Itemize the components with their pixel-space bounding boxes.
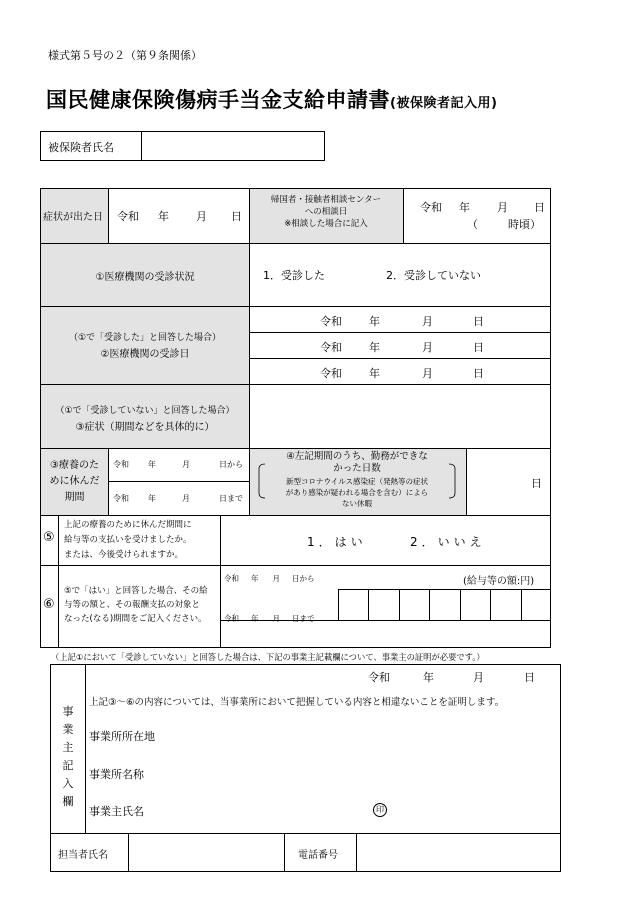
rest-from-month: 月 — [182, 460, 190, 469]
form-number: 様式第５号の２（第９条関係） — [48, 49, 202, 62]
person-in-charge-field[interactable] — [130, 835, 283, 871]
q2-year-2: 年 — [369, 341, 380, 354]
q5-question: 上記の療養のために休んだ期間に 給与等の支払いを受けましたか。 または、今後受けられますか。 — [64, 520, 192, 560]
consult-center-label: 帰国者・接触者相談センター への相談日 ※相談した場合に記入 — [270, 195, 382, 229]
q3-symptom-field[interactable] — [250, 385, 550, 448]
symptom-day: 日 — [231, 210, 242, 223]
q2-month-3: 月 — [422, 367, 433, 380]
seal-mark: 印 — [373, 803, 387, 817]
q4-label: ④左記期間のうち、勤務ができな かった日数 — [286, 451, 428, 474]
employer-name-label: 事業所名称 — [89, 768, 144, 781]
q1-option-not-visited[interactable]: 2．受診していない — [386, 269, 481, 282]
employer-address-field[interactable] — [165, 722, 555, 746]
employer-side-char: 入 — [62, 777, 74, 790]
rest-from-day: 日から — [219, 460, 243, 469]
person-in-charge-label: 担当者氏名 — [58, 850, 108, 861]
consult-reiwa: 令和 — [420, 201, 442, 214]
q6-amount-boxes[interactable] — [338, 589, 551, 621]
q6-number: ⑥ — [43, 597, 55, 612]
employer-name-field[interactable] — [165, 760, 555, 784]
q2-month-1: 月 — [422, 315, 433, 328]
employer-side-char: 欄 — [62, 795, 74, 808]
q2-month-2: 月 — [422, 341, 433, 354]
consult-time: 時頃） — [508, 218, 541, 231]
rest-to-reiwa: 令和 — [113, 494, 129, 503]
employer-certify-text: 上記③～⑥の内容については、当事業所において把握している内容と相違ないことを証明します。 — [89, 697, 505, 708]
symptom-year: 年 — [158, 210, 169, 223]
rest-period-label: ③療養のた めに休んだ 期間 — [49, 460, 100, 503]
q2-reiwa-1: 令和 — [320, 315, 342, 328]
rest-from-year: 年 — [148, 460, 156, 469]
q2-date-row-2[interactable] — [250, 333, 550, 358]
left-bracket-icon — [255, 463, 267, 499]
q5-option-yes[interactable]: 1．はい — [307, 535, 367, 549]
employer-side-char: 記 — [62, 759, 74, 772]
insured-name-label: 被保険者氏名 — [48, 141, 114, 154]
title-main: 国民健康保険傷病手当金支給申請書 — [46, 88, 390, 112]
q3-condition: （①で「受診していない」と回答した場合） — [55, 406, 235, 416]
q6-from-date[interactable]: 令和 年 月 日から — [224, 574, 315, 583]
phone-label: 電話番号 — [298, 850, 338, 861]
employer-note: （上記①において「受診していない」と回答した場合は、下記の事業主記載欄について、事業主の証明が必要です。） — [51, 652, 485, 662]
employer-month: 月 — [473, 671, 484, 684]
employer-address-label: 事業所所在地 — [89, 730, 155, 743]
q4-note: 新型コロナウイルス感染症（発熱等の症状 があり感染が疑われる場合を含む）によら ない休暇 — [285, 477, 429, 508]
q5-number: ⑤ — [43, 530, 55, 545]
rest-to-day: 日まで — [219, 494, 243, 503]
consult-month: 月 — [497, 201, 508, 214]
employer-side-char: 業 — [62, 723, 74, 736]
rest-to-month: 月 — [182, 494, 190, 503]
employer-day: 日 — [524, 671, 535, 684]
title-sub: (被保険者記入用) — [390, 96, 498, 111]
q2-label: ②医療機関の受診日 — [100, 349, 190, 360]
symptom-label: 症状が出た日 — [43, 212, 103, 223]
q6-amount-label: (給与等の額:円) — [463, 576, 535, 587]
employer-side-char: 主 — [62, 741, 74, 754]
right-bracket-icon — [447, 463, 459, 499]
rest-to-year: 年 — [148, 494, 156, 503]
phone-field[interactable] — [358, 835, 560, 871]
q6-question: ⑤で「はい」と回答した場合、その給 与等の額と、その報酬支払の対象と なった(なる)期間をご記入ください。 — [64, 586, 208, 624]
q1-label: ①医療機関の受診状況 — [95, 272, 195, 283]
q2-day-1: 日 — [473, 315, 484, 328]
employer-side-char: 事 — [62, 705, 74, 718]
q2-reiwa-3: 令和 — [320, 367, 342, 380]
employer-side-label — [51, 703, 85, 811]
q2-date-row-1[interactable] — [250, 307, 550, 332]
q1-option-visited[interactable]: 1．受診した — [263, 269, 325, 282]
q2-day-2: 日 — [473, 341, 484, 354]
q2-date-row-3[interactable] — [250, 359, 550, 384]
employer-reiwa: 令和 — [368, 671, 390, 684]
employer-year: 年 — [423, 671, 434, 684]
q2-day-3: 日 — [473, 367, 484, 380]
insured-name-field[interactable] — [143, 132, 323, 160]
consult-year: 年 — [459, 201, 470, 214]
q6-to-date[interactable]: 令和 年 月 日まで — [224, 614, 315, 623]
symptom-reiwa: 令和 — [117, 210, 139, 223]
q2-condition: （①で「受診した」と回答した場合） — [68, 333, 222, 343]
q3-label: ③症状（期間などを具体的に） — [75, 422, 215, 433]
consult-time-open: （ — [467, 218, 478, 231]
page-title — [46, 84, 497, 114]
employer-owner-label: 事業主氏名 — [89, 805, 144, 818]
consult-day: 日 — [534, 201, 545, 214]
q2-year-1: 年 — [369, 315, 380, 328]
q4-days-unit: 日 — [531, 477, 542, 490]
rest-from-reiwa: 令和 — [113, 460, 129, 469]
employer-owner-field[interactable] — [165, 797, 365, 821]
symptom-month: 月 — [196, 210, 207, 223]
q3-label-cell — [41, 385, 249, 448]
q5-option-no[interactable]: 2．いいえ — [410, 535, 486, 549]
q2-reiwa-2: 令和 — [320, 341, 342, 354]
q2-year-3: 年 — [369, 367, 380, 380]
